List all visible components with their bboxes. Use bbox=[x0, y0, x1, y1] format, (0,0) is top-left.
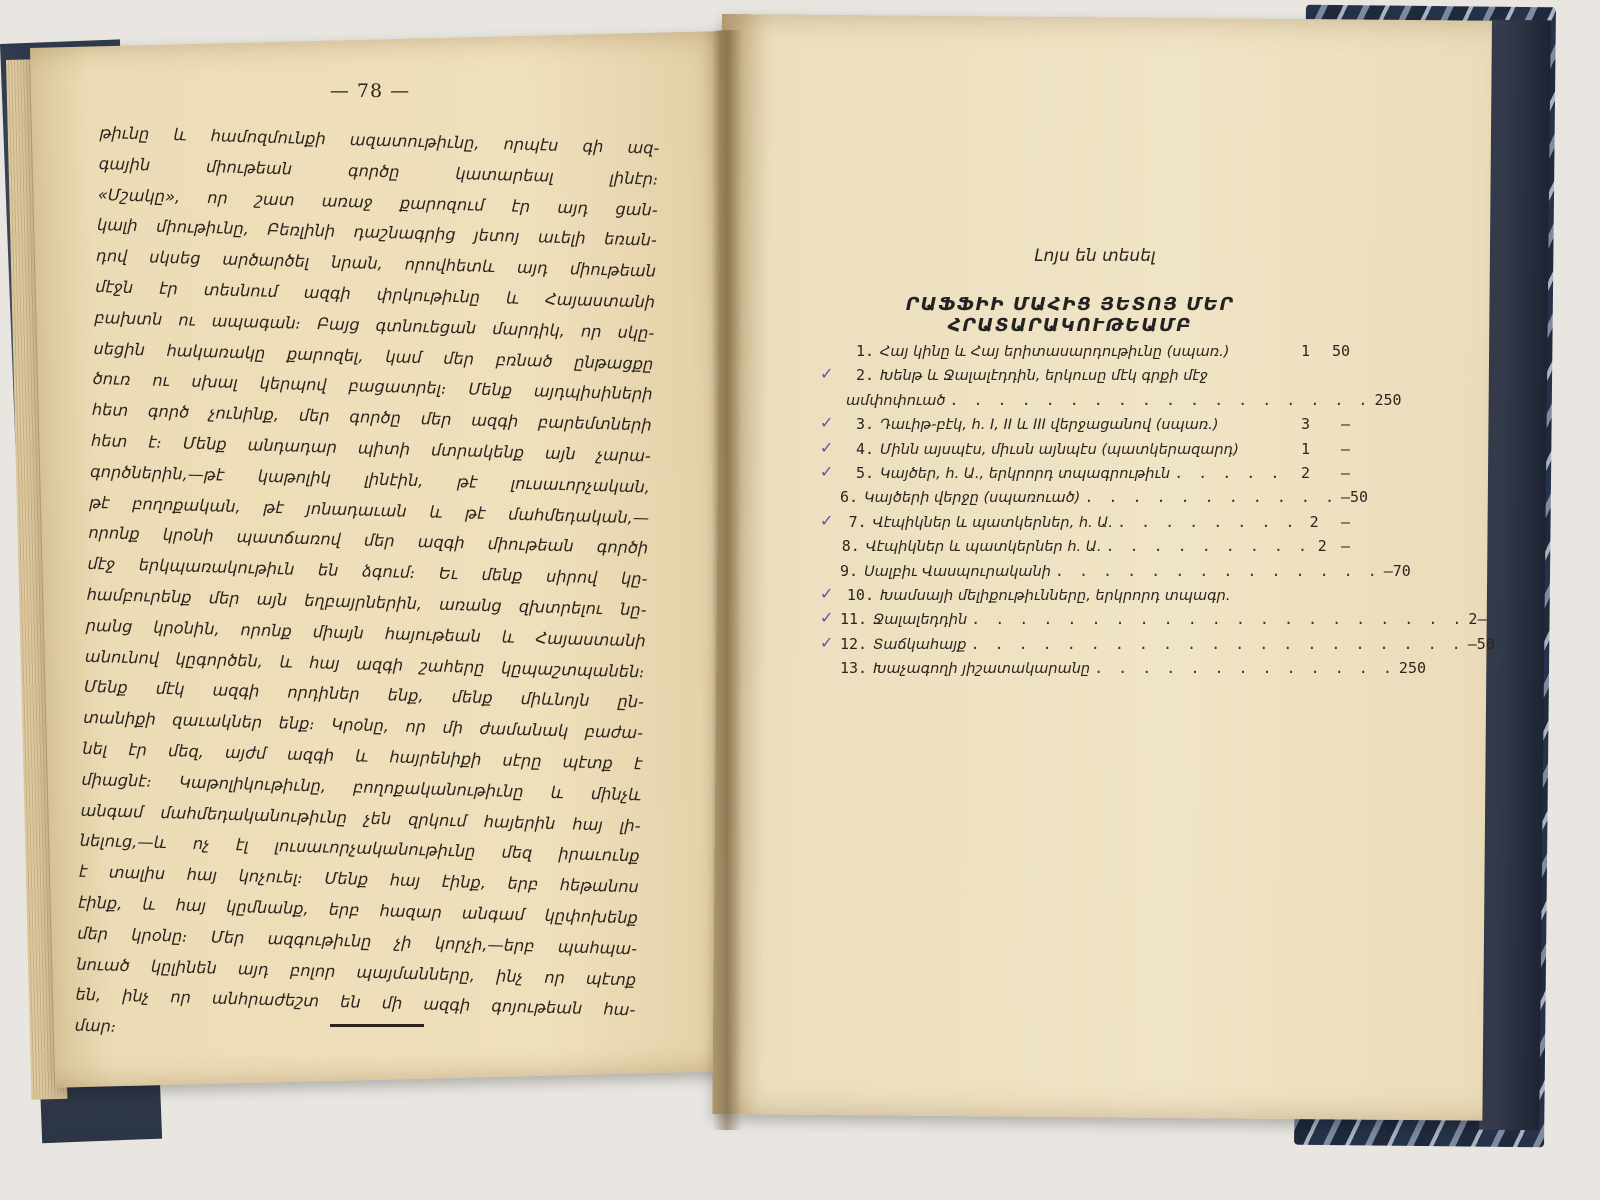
check-mark-icon: ✓ bbox=[820, 583, 834, 603]
publication-item bbox=[820, 510, 1350, 537]
text-line: նելուց,—և ոչ էլ լուսաւորչականութիւնը մեզ իրաւունք bbox=[79, 831, 640, 866]
check-mark-icon: ✓ bbox=[820, 608, 834, 628]
publication-item bbox=[820, 437, 1350, 464]
publication-item bbox=[840, 659, 1426, 683]
item-number: 5. bbox=[855, 463, 874, 482]
text-line: գային միութեան գործը կատարեալ լինէր։ bbox=[98, 153, 659, 189]
item-title: ամփոփուած bbox=[846, 392, 946, 409]
price-kopecks: 50 bbox=[1383, 390, 1402, 409]
publication-item bbox=[820, 583, 1350, 610]
item-number: 12. bbox=[840, 634, 868, 653]
item-title: Դաւիթ-բէկ, հ. I, II և III վերջացանով (սպառ.) bbox=[880, 417, 1219, 434]
price-kopecks: — bbox=[1340, 415, 1350, 434]
published-heading: Լոյս են տեսել bbox=[1034, 246, 1156, 266]
price-kopecks: — bbox=[1340, 512, 1350, 531]
check-mark-icon: ✓ bbox=[820, 413, 834, 433]
book-spine bbox=[712, 30, 742, 1130]
price-rubles: 2 bbox=[1300, 463, 1310, 482]
check-mark-icon: ✓ bbox=[820, 461, 834, 481]
text-line: միացնէ։ Կաթոլիկութիւնը, բողոքականութիւնը և մինչև bbox=[81, 769, 642, 805]
item-title: Խաչագողի յիշատակարանը bbox=[873, 661, 1091, 678]
text-line: հետ է։ Մենք անդադար պիտի մտրակենք այն չարա- bbox=[90, 430, 652, 466]
text-line: նել էր մեզ, այժմ ազգի և հայրենիքի սէրը պէտք է bbox=[82, 738, 643, 774]
price-rubles: 3 bbox=[1300, 415, 1310, 434]
text-line: դով սկսեց արծարծել նրան, որովհետև այդ միութեան bbox=[95, 246, 657, 281]
dot-leader: . . . . . . . . . . . . . . . . . . bbox=[949, 390, 1371, 409]
text-line: կալի միութիւնը, Բեռլինի դաշնագրից յետոյ աւելի եռան- bbox=[96, 215, 658, 250]
price-rubles: — bbox=[1340, 488, 1351, 507]
text-line: որոնք կրօնի պատճառով մեր ազգի միութեան գործի bbox=[88, 523, 649, 558]
publication-item bbox=[840, 488, 1369, 512]
publication-item bbox=[840, 561, 1411, 586]
text-line: սեցին հակառակը քարոզել, կամ մեր բռնած ընթացքը bbox=[93, 338, 654, 374]
text-line: րանց կրօնին, որոնք միայն հայութեան և Հայաստանի bbox=[85, 615, 646, 651]
item-title: Խենթ և Ջալալէդդին, երկուսը մէկ գրքի մէջ bbox=[880, 368, 1209, 385]
price-rubles: 1 bbox=[1300, 342, 1310, 360]
text-line: տանիքի զաւակներ ենք։ Կրօնը, որ մի ժամանակ բաժա- bbox=[82, 707, 644, 743]
price-rubles: — bbox=[1383, 561, 1393, 580]
item-number: 2. bbox=[855, 366, 874, 385]
item-title: Ջալալեդդին bbox=[873, 612, 968, 629]
price-kopecks: — bbox=[1340, 537, 1350, 556]
dot-leader: . . . . . . . . . . . . . . . . . . . . . bbox=[970, 634, 1464, 653]
item-number: 10. bbox=[846, 585, 874, 604]
publication-item bbox=[820, 608, 1487, 634]
price-rubles: 1 bbox=[1300, 439, 1310, 458]
price-rubles: 2 bbox=[1309, 512, 1319, 531]
dot-leader: . . . . . . . . . . . . . bbox=[1094, 659, 1395, 678]
publication-item bbox=[820, 461, 1350, 488]
text-line: համբուրենք մեր այն եղբայրներին, առանց զխտրելու նը- bbox=[86, 584, 647, 620]
publication-item bbox=[840, 342, 1350, 366]
item-title: Տաճկահայք bbox=[873, 636, 967, 653]
item-number: 1. bbox=[855, 342, 874, 360]
text-line: «Մշակը», որ շատ առաջ քարոզում էր այդ ցան- bbox=[97, 184, 658, 220]
publication-item bbox=[820, 413, 1350, 439]
item-number: 9. bbox=[840, 561, 859, 580]
text-line: է տալիս հայ կոչուել։ Մենք հայ էինք, երբ հեթանոս bbox=[78, 861, 640, 897]
item-title: Խամսայի մելիքութիւնները, երկրորդ տպագր. bbox=[880, 587, 1231, 604]
text-line: ծուռ ու սխալ կերպով բացատրել։ Մենք այդպիսիների bbox=[92, 369, 653, 404]
check-mark-icon: ✓ bbox=[820, 437, 834, 457]
dot-leader: . . . . . . . . . bbox=[1105, 537, 1310, 556]
item-number: 6. bbox=[840, 488, 859, 507]
item-number: 8. bbox=[841, 537, 860, 556]
check-mark-icon: ✓ bbox=[820, 364, 834, 384]
dot-leader: . . . . . . . . . . . . . . . . . . . . . bbox=[971, 610, 1465, 629]
item-number: 11. bbox=[840, 610, 868, 629]
publication-item bbox=[820, 632, 1495, 659]
text-line: էինք, և հայ կըմնանք, երբ հազար անգամ կըփոխենք bbox=[77, 892, 639, 928]
dot-leader: . . . . . . . . . . . . . . bbox=[1054, 561, 1380, 580]
text-line: բախտն ու ապագան։ Բայց գտնուեցան մարդիկ, որ սկը- bbox=[94, 307, 655, 343]
item-title: Վէպիկներ և պատկերներ հ. Ա. bbox=[865, 539, 1102, 556]
price-kopecks: — bbox=[1340, 463, 1350, 482]
publication-item bbox=[840, 390, 1402, 415]
text-line: անգամ մահմեդականութիւնը չեն զրկում հայերին հայ լի- bbox=[80, 800, 641, 835]
text-line: մէջ երկպառակութիւն են ձգում։ Եւ մենք սիրով կը- bbox=[87, 553, 648, 589]
price-kopecks: 50 bbox=[1476, 634, 1495, 653]
item-number: 7. bbox=[848, 512, 867, 531]
check-mark-icon: ✓ bbox=[820, 632, 834, 652]
text-line: անունով կըգործեն, և հայ ազգի շահերը կըպաշտպանեն։ bbox=[84, 646, 646, 681]
text-line: Մենք մէկ ազգի որդիներ ենք, մենք միևնոյն ըն- bbox=[83, 677, 645, 712]
price-kopecks: 50 bbox=[1350, 488, 1369, 507]
check-mark-icon: ✓ bbox=[820, 510, 834, 530]
publications-title: ՐԱՖՖԻԻ ՄԱՀԻՑ ՅԵՏՈՅ ՄԵՐ ՀՐԱՏԱՐԱԿՈՒԹԵԱՄԲ bbox=[905, 294, 1235, 336]
item-title: Սալբիւ Վասպուրականի bbox=[864, 563, 1051, 580]
item-number: 4. bbox=[855, 439, 874, 458]
dot-leader: . . . . . . . . . . . bbox=[1084, 488, 1337, 507]
price-rubles: 2 bbox=[1398, 659, 1408, 678]
publication-list bbox=[820, 342, 1495, 683]
item-title: Կայծեր, հ. Ա., երկրորդ տպագրութիւն bbox=[880, 465, 1171, 482]
text-line: մեր կրօնը։ Մեր ազգութիւնը չի կորչի,—երբ պահպա- bbox=[76, 923, 638, 959]
text-line: մար։ bbox=[74, 1015, 117, 1036]
item-title: Վէպիկներ և պատկերներ, հ. Ա. bbox=[872, 514, 1113, 531]
item-number: 3. bbox=[855, 415, 874, 434]
price-kopecks: — bbox=[1340, 439, 1350, 458]
price-kopecks: 70 bbox=[1392, 561, 1411, 580]
text-line: են, ինչ որ անհրաժեշտ են մի ազգի գոյութեան հա- bbox=[75, 984, 636, 1020]
price-kopecks: 50 bbox=[1407, 659, 1426, 678]
price-rubles: 2 bbox=[1468, 610, 1478, 629]
publication-item bbox=[820, 364, 1350, 390]
text-line: թէ բողոքական, թէ յոնադաւան և թէ մահմեդական,— bbox=[89, 492, 650, 528]
text-line: հետ գործ չունինք, մեր գործը մեր ազգի բարեմտների bbox=[91, 400, 652, 435]
end-rule bbox=[330, 1024, 424, 1027]
dot-leader: . . . . . . . . bbox=[1116, 512, 1298, 531]
publication-item bbox=[840, 537, 1350, 561]
price-rubles: 2 bbox=[1317, 537, 1327, 556]
text-line: նուած կըլինեն այդ բոլոր պայմանները, ինչ որ պէտք bbox=[76, 954, 637, 989]
item-number: 13. bbox=[840, 659, 868, 678]
body-text bbox=[74, 118, 660, 1057]
price-rubles: 2 bbox=[1374, 390, 1384, 409]
price-kopecks: — bbox=[1477, 610, 1487, 629]
page-number: — 78 — bbox=[329, 80, 411, 102]
text-line: թիւնը և համոզմունքի ազատութիւնը, որպէս գի ազ- bbox=[99, 122, 660, 158]
price-rubles: — bbox=[1467, 634, 1477, 653]
dot-leader: . . . . . bbox=[1174, 463, 1283, 482]
text-line: մէջն էր տեսնում ազգի փրկութիւնը և Հայաստանի bbox=[95, 276, 656, 312]
price-kopecks: 50 bbox=[1331, 342, 1350, 360]
item-title: Հայ կինը և Հայ երիտասարդութիւնը (սպառ.) bbox=[880, 344, 1230, 360]
item-title: Կայծերի վերջը (սպառուած) bbox=[864, 490, 1081, 507]
item-title: Մինն այսպէս, միւսն այնպէս (պատկերազարդ) bbox=[880, 441, 1239, 458]
text-line: գործներին,—թէ կաթոլիկ լինէին, թէ լուսաւորչական, bbox=[89, 461, 651, 497]
